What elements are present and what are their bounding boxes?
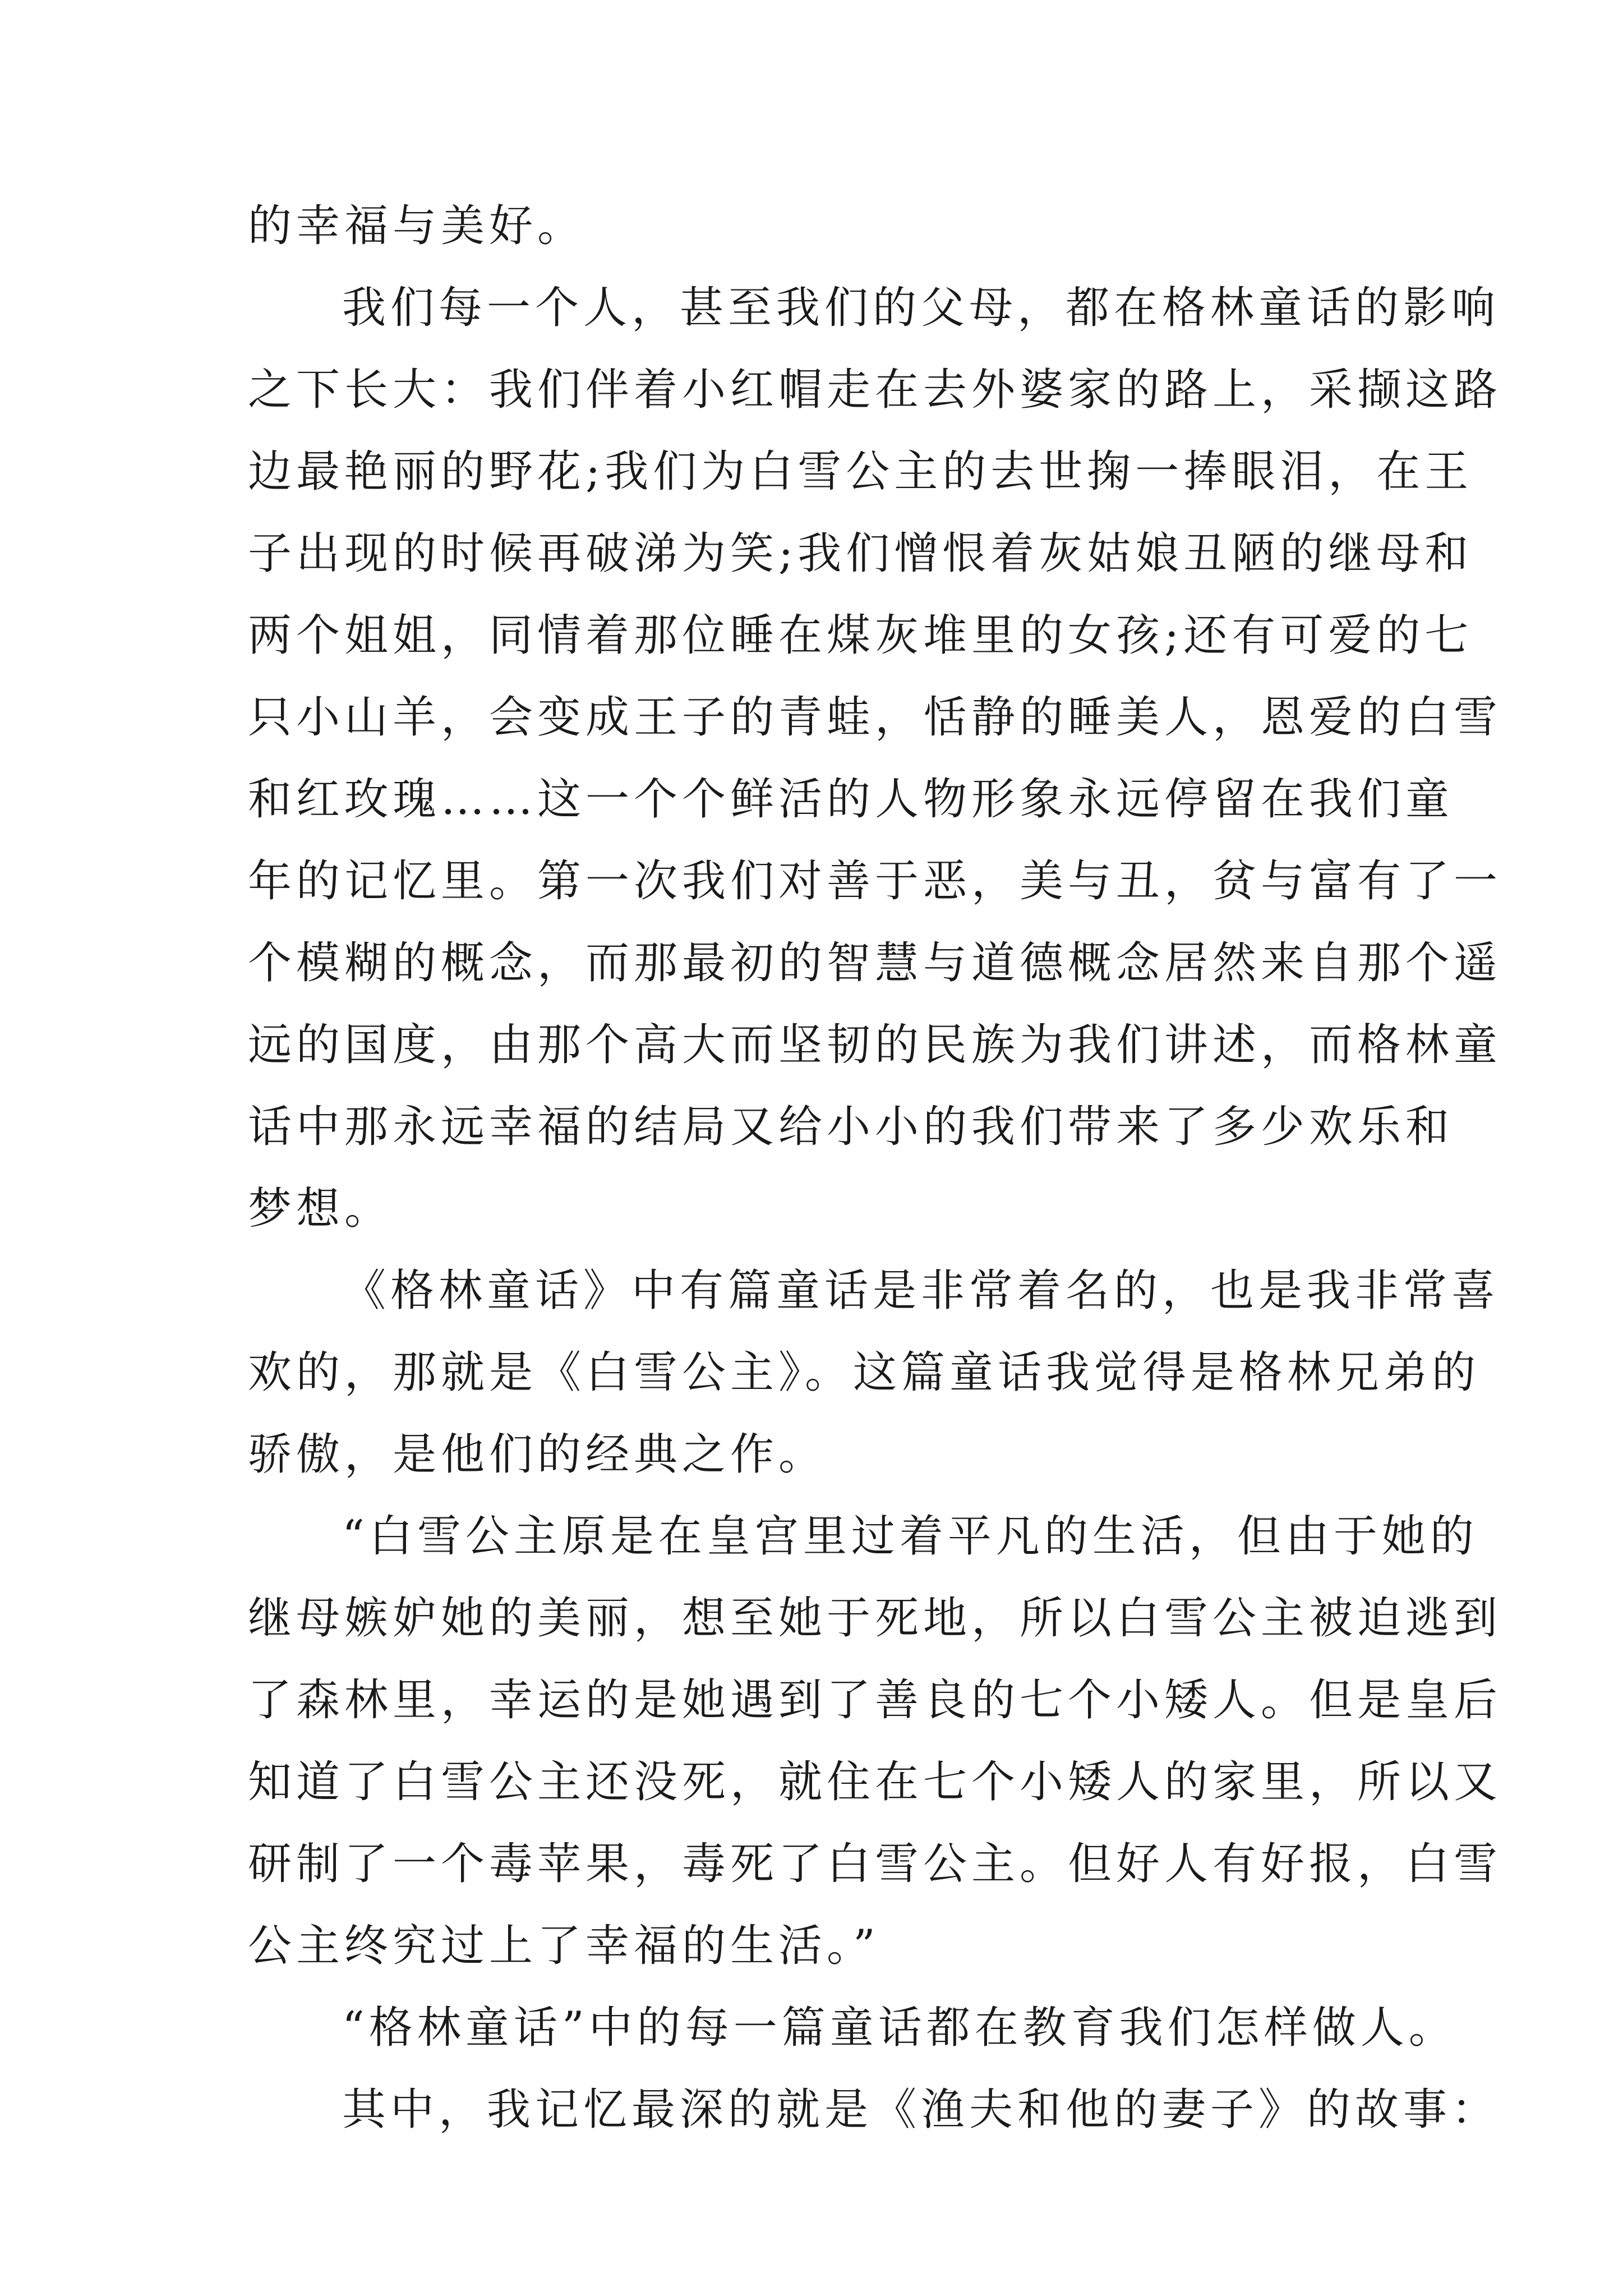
text-line: 我们每一个人，甚至我们的父母，都在格林童话的影响 [342,283,1500,333]
text-line: 和红玫瑰……这一个个鲜活的人物形象永远停留在我们童 [248,774,1454,825]
text-line: 其中，我记忆最深的就是《渔夫和他的妻子》的故事： [342,2085,1500,2135]
text-line: 话中那永远幸福的结局又给小小的我们带来了多少欢乐和 [248,1102,1454,1152]
text-line: 之下长大：我们伴着小红帽走在去外婆家的路上，采撷这路 [248,365,1502,415]
paragraph [248,267,1502,1250]
text-line: 《格林童话》中有篇童话是非常着名的，也是我非常喜 [342,1266,1500,1316]
text-line: 两个姐姐，同情着那位睡在煤灰堆里的女孩;还有可爱的七 [248,610,1473,661]
text-line: “白雪公主原是在皇宫里过着平凡的生活，但由于她的 [342,1511,1478,1562]
body-text [248,185,1502,2151]
text-line: 的幸福与美好。 [248,201,586,251]
text-line: 知道了白雪公主还没死，就住在七个小矮人的家里，所以又 [248,1757,1502,1807]
paragraph [248,1987,1457,2069]
text-line: 欢的，那就是《白雪公主》。这篇童话我觉得是格林兄弟的 [248,1347,1481,1398]
text-line: 远的国度，由那个高大而坚韧的民族为我们讲述，而格林童 [248,1020,1502,1070]
text-line: “格林童话”中的每一篇童话都在教育我们怎样做人。 [342,2003,1457,2053]
paragraph [248,1496,1502,1987]
paragraph [248,2069,1500,2151]
text-line: 研制了一个毒苹果，毒死了白雪公主。但好人有好报，白雪 [248,1839,1502,1889]
text-line: 年的记忆里。第一次我们对善于恶，美与丑，贫与富有了一 [248,856,1502,907]
text-line: 骄傲，是他们的经典之作。 [248,1429,827,1480]
text-line: 边最艳丽的野花;我们为白雪公主的去世掬一捧眼泪，在王 [248,447,1473,497]
text-line: 只小山羊，会变成王子的青蛙，恬静的睡美人，恩爱的白雪 [248,692,1502,743]
text-line: 了森林里，幸运的是她遇到了善良的七个小矮人。但是皇后 [248,1675,1502,1726]
text-line: 继母嫉妒她的美丽，想至她于死地，所以白雪公主被迫逃到 [248,1593,1502,1644]
text-line: 子出现的时候再破涕为笑;我们憎恨着灰姑娘丑陋的继母和 [248,528,1473,579]
text-line: 个模糊的概念，而那最初的智慧与道德概念居然来自那个遥 [248,938,1502,988]
paragraph [248,185,1403,267]
text-line: 梦想。 [248,1184,393,1234]
paragraph [248,1250,1500,1496]
text-line: 公主终究过上了幸福的生活。” [248,1921,880,1971]
